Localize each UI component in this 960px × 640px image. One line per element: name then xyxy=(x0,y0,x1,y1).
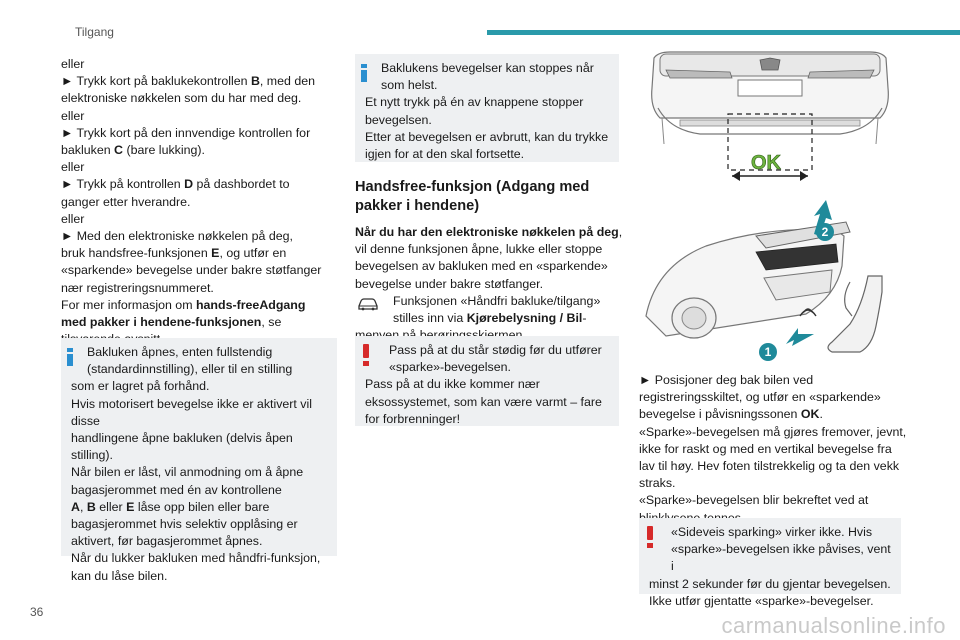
text-line: «sparke»-bevegelsen ikke påvises, vent i xyxy=(671,542,891,574)
text-line: elektroniske nøkkelen som du har med deg. xyxy=(61,91,302,106)
kick-gesture-illustration xyxy=(636,196,906,366)
text-line: Når bilen er låst, vil anmodning om å åpne xyxy=(71,465,304,480)
text-line: bevegelsen. xyxy=(365,112,432,127)
text-line: Et nytt trykk på én av knappene stopper xyxy=(365,95,584,110)
text-line: stilles inn via Kjørebelysning / Bil- xyxy=(393,311,587,326)
text-line: «Sparke»-bevegelsen må gjøres fremover, jevnt, xyxy=(639,424,907,439)
text-line: registreringsskiltet, og utfør en «sparkende» xyxy=(639,390,881,405)
warning-icon xyxy=(363,344,369,366)
text-line: Funksjonen «Håndfri bakluke/tilgang» xyxy=(393,293,601,308)
watermark: carmanualsonline.info xyxy=(721,612,946,638)
column-2 xyxy=(355,178,625,344)
text-line: Når du har den elektroniske nøkkelen på deg, xyxy=(355,225,623,239)
text-line: med pakker i hendene-funksjonen, se xyxy=(61,315,282,330)
callout-1-label: 1 xyxy=(764,345,772,359)
text-line: (standardinnstilling), eller til en stilling xyxy=(87,362,293,377)
section-title: Tilgang xyxy=(75,25,114,39)
text-line: bagasjerommet med én av kontrollene xyxy=(71,482,282,497)
header-accent-bar xyxy=(487,30,960,35)
text-line: Når du lukker bakluken med håndfri-funksjon, xyxy=(71,551,321,566)
text-line: bruk handsfree-funksjonen E, og utfør en xyxy=(61,246,287,261)
text-line: ikke for raskt og med en vertikal bevegelse fra xyxy=(639,441,892,456)
info-note-box xyxy=(61,338,337,583)
text-line: For mer informasjon om hands-freeAdgang xyxy=(61,297,306,312)
text-line: aktivert, før bagasjerommet åpnes. xyxy=(71,534,263,549)
page-number: 36 xyxy=(30,605,44,619)
text-line: bakluken C (bare lukking). xyxy=(61,143,205,158)
info-note-box xyxy=(355,54,619,162)
text-line: «sparkende» bevegelse under bakre støtfanger xyxy=(61,263,322,278)
text-line: eller xyxy=(61,57,85,71)
text-line: ► Trykk på kontrollen D på dashbordet to xyxy=(61,177,290,192)
callout-2-label: 2 xyxy=(821,225,829,239)
text-line: lav til høy. Hev foten tilstrekkelig og ta den vekk xyxy=(639,459,900,474)
text-line: som helst. xyxy=(381,78,438,93)
text-line: A, B eller E låse opp bilen eller bare xyxy=(71,499,270,514)
text-line: Ikke utfør gjentatte «sparke»-bevegelser. xyxy=(649,593,874,608)
text-line: bevegelse i påvisningssonen OK. xyxy=(639,407,823,422)
text-line: «Sideveis sparking» virker ikke. Hvis xyxy=(671,525,873,539)
text-line: Pass på at du står stødig før du utfører xyxy=(389,343,602,357)
text-line: ► Posisjoner deg bak bilen ved xyxy=(639,373,814,387)
text-line: straks. xyxy=(639,476,676,491)
text-line: nær registreringsnummeret. xyxy=(61,280,214,295)
section-heading: pakker i hendene) xyxy=(355,198,480,214)
text-line: eller xyxy=(61,108,85,123)
text-line: eller xyxy=(61,160,85,175)
text-line: ► Trykk kort på baklukekontrollen B, med den xyxy=(61,74,316,89)
text-line: eksossystemet, som kan være varmt – fare xyxy=(365,394,602,409)
text-line: Bakluken åpnes, enten fullstendig xyxy=(87,345,273,359)
text-line: eller xyxy=(61,211,85,226)
ok-zone-label: OK xyxy=(751,152,781,174)
text-line: Baklukens bevegelser kan stoppes når xyxy=(381,61,594,75)
text-line: ganger etter hverandre. xyxy=(61,194,191,209)
text-line: handlingene åpne bakluken (delvis åpen xyxy=(71,431,293,446)
text-line: minst 2 sekunder før du gjentar bevegelsen. xyxy=(649,576,891,591)
text-line: bevegelse under bakre støtfanger. xyxy=(355,276,544,291)
info-icon xyxy=(361,64,367,82)
text-line: ► Trykk kort på den innvendige kontrollen for xyxy=(61,125,311,140)
warning-note-box xyxy=(355,336,619,426)
text-line: «sparke»-bevegelsen. xyxy=(389,360,511,375)
car-icon xyxy=(357,297,379,311)
text-line: Pass på at du ikke kommer nær xyxy=(365,377,540,392)
column-3 xyxy=(639,372,909,527)
warning-icon xyxy=(647,526,653,548)
text-line: Hvis motorisert bevegelse ikke er aktivert vil disse xyxy=(71,396,313,428)
section-heading: Handsfree-funksjon (Adgang med xyxy=(355,179,590,195)
text-line: bevegelsen av bakluken med en «sparkende» xyxy=(355,259,608,274)
text-line: ► Med den elektroniske nøkkelen på deg, xyxy=(61,229,293,244)
column-1 xyxy=(61,56,341,348)
text-line: for forbrenninger! xyxy=(365,411,461,426)
text-line: kan du låse bilen. xyxy=(71,568,168,583)
info-icon xyxy=(67,348,73,366)
text-line: stilling). xyxy=(71,448,113,463)
text-line: bagasjerommet hvis selektiv opplåsing er xyxy=(71,517,298,532)
warning-note-box xyxy=(639,518,901,608)
text-line: vil denne funksjonen åpne, lukke eller stoppe xyxy=(355,242,603,257)
text-line: Etter at bevegelsen er avbrutt, kan du trykke xyxy=(365,129,609,144)
text-line: igjen for at den skal fortsette. xyxy=(365,147,525,162)
text-line: som er lagret på forhånd. xyxy=(71,379,210,394)
text-line: «Sparke»-bevegelsen blir bekreftet ved at xyxy=(639,493,869,508)
